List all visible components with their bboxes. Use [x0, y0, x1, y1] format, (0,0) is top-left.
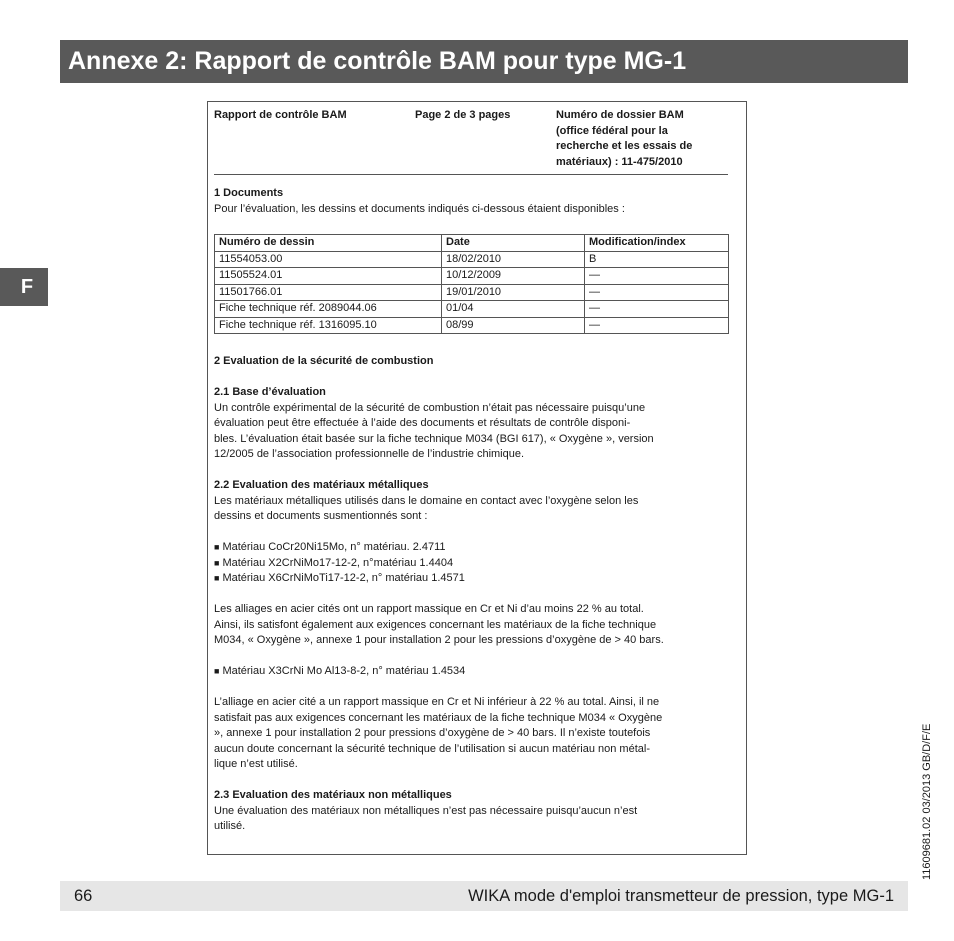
language-tab: F	[0, 268, 48, 306]
table-row	[215, 268, 729, 285]
report-header-title: Rapport de contrôle BAM	[214, 109, 347, 121]
report-header-file-number	[556, 108, 736, 170]
paragraph-line: évaluation peut être effectuée à l’aide des documents et résultats de contrôle disponi-	[214, 417, 631, 429]
table-cell: 10/12/2009	[442, 268, 585, 285]
paragraph-line: bles. L’évaluation était basée sur la fiche technique M034 (BGI 617), « Oxygène », version	[214, 432, 654, 445]
document-code: 11609681.02 03/2013 GB/D/F/E	[921, 723, 933, 880]
report-content	[214, 186, 730, 835]
file-number-line: matériaux) : 11-475/2010	[556, 155, 683, 168]
table-cell: 01/04	[442, 301, 585, 318]
list-item: ■ Matériau X3CrNi Mo Al13-8-2, n° matériau 1.4534	[214, 664, 730, 680]
paragraph-line: Ainsi, ils satisfont également aux exigences concernant les matériaux de la fiche technique	[214, 618, 657, 631]
section-heading-basis: 2.1 Base d’évaluation	[214, 386, 326, 398]
list-item: ■ Matériau X2CrNiMo17-12-2, n°matériau 1.4404	[214, 556, 730, 572]
report-header-page: Page 2 de 3 pages	[415, 109, 511, 121]
table-cell: 11554053.00	[215, 251, 442, 268]
section-heading-documents: 1 Documents	[214, 187, 284, 199]
section-heading-non-metallic: 2.3 Evaluation des matériaux non métalliques	[214, 789, 452, 801]
paragraph-line: », annexe 1 pour installation 2 pour pressions d’oxygène de > 40 bars. Il n’existe toutefois	[214, 727, 651, 739]
table-cell: 08/99	[442, 317, 585, 334]
table-header-cell: Modification/index	[585, 235, 729, 252]
table-cell: —	[585, 317, 729, 334]
header-divider	[214, 174, 728, 175]
paragraph-line: L’alliage en acier cité a un rapport massique en Cr et Ni inférieur à 22 % au total. Ainsi, il ne	[214, 696, 660, 708]
paragraph-line: Un contrôle expérimental de la sécurité de combustion n’était pas nécessaire puisqu’une	[214, 401, 646, 414]
paragraph-line: lique n’est utilisé.	[214, 758, 298, 770]
section-heading-combustion: 2 Evaluation de la sécurité de combustion	[214, 355, 434, 367]
table-cell: B	[585, 251, 729, 268]
table-cell: Fiche technique réf. 2089044.06	[215, 301, 442, 318]
paragraph-line: satisfait pas aux exigences concernant les matériaux de la fiche technique M034 « Oxygène	[214, 711, 663, 724]
paragraph-line: Les alliages en acier cités ont un rapport massique en Cr et Ni d’au moins 22 % au total.	[214, 603, 644, 615]
table-cell: —	[585, 301, 729, 318]
page-footer	[60, 881, 908, 911]
paragraph-line: Une évaluation des matériaux non métalliques n’est pas nécessaire puisqu’aucun n’est	[214, 804, 638, 817]
documents-intro: Pour l’évaluation, les dessins et documents indiqués ci-dessous étaient disponibles :	[214, 202, 625, 215]
table-cell: —	[585, 268, 729, 285]
footer-title: WIKA mode d'emploi transmetteur de pression, type MG-1	[468, 887, 894, 905]
table-cell: —	[585, 284, 729, 301]
paragraph-line: utilisé.	[214, 820, 246, 832]
file-number-line: Numéro de dossier BAM	[556, 109, 684, 121]
page-number: 66	[74, 887, 93, 905]
paragraph-line: 12/2005 de l’association professionnelle de l’industrie chimique.	[214, 448, 525, 460]
table-header-cell: Date	[442, 235, 585, 252]
paragraph-line: M034, « Oxygène », annexe 1 pour installation 2 pour les pressions d’oxygène de > 40 bars.	[214, 634, 664, 646]
table-row	[215, 284, 729, 301]
file-number-line: (office fédéral pour la	[556, 124, 668, 137]
table-header-row	[215, 235, 729, 252]
table-cell: 18/02/2010	[442, 251, 585, 268]
documents-table	[214, 234, 729, 334]
table-cell: 19/01/2010	[442, 284, 585, 301]
file-number-line: recherche et les essais de	[556, 140, 693, 152]
paragraph-line: aucun doute concernant la sécurité technique de l’utilisation si aucun matériau non métal-	[214, 742, 650, 755]
paragraph-line: dessins et documents susmentionnés sont :	[214, 510, 428, 522]
table-row	[215, 301, 729, 318]
table-header-cell: Numéro de dessin	[215, 235, 442, 252]
list-item: ■ Matériau CoCr20Ni15Mo, n° matériau. 2.4711	[214, 540, 730, 556]
table-cell: 11501766.01	[215, 284, 442, 301]
report-box	[207, 101, 747, 855]
table-cell: Fiche technique réf. 1316095.10	[215, 317, 442, 334]
paragraph-line: Les matériaux métalliques utilisés dans le domaine en contact avec l’oxygène selon les	[214, 494, 639, 507]
table-row	[215, 251, 729, 268]
table-row	[215, 317, 729, 334]
page-banner-title: Annexe 2: Rapport de contrôle BAM pour type MG-1	[60, 40, 908, 83]
section-heading-metallic: 2.2 Evaluation des matériaux métalliques	[214, 479, 429, 491]
list-item: ■ Matériau X6CrNiMoTi17-12-2, n° matériau 1.4571	[214, 571, 730, 587]
table-cell: 11505524.01	[215, 268, 442, 285]
